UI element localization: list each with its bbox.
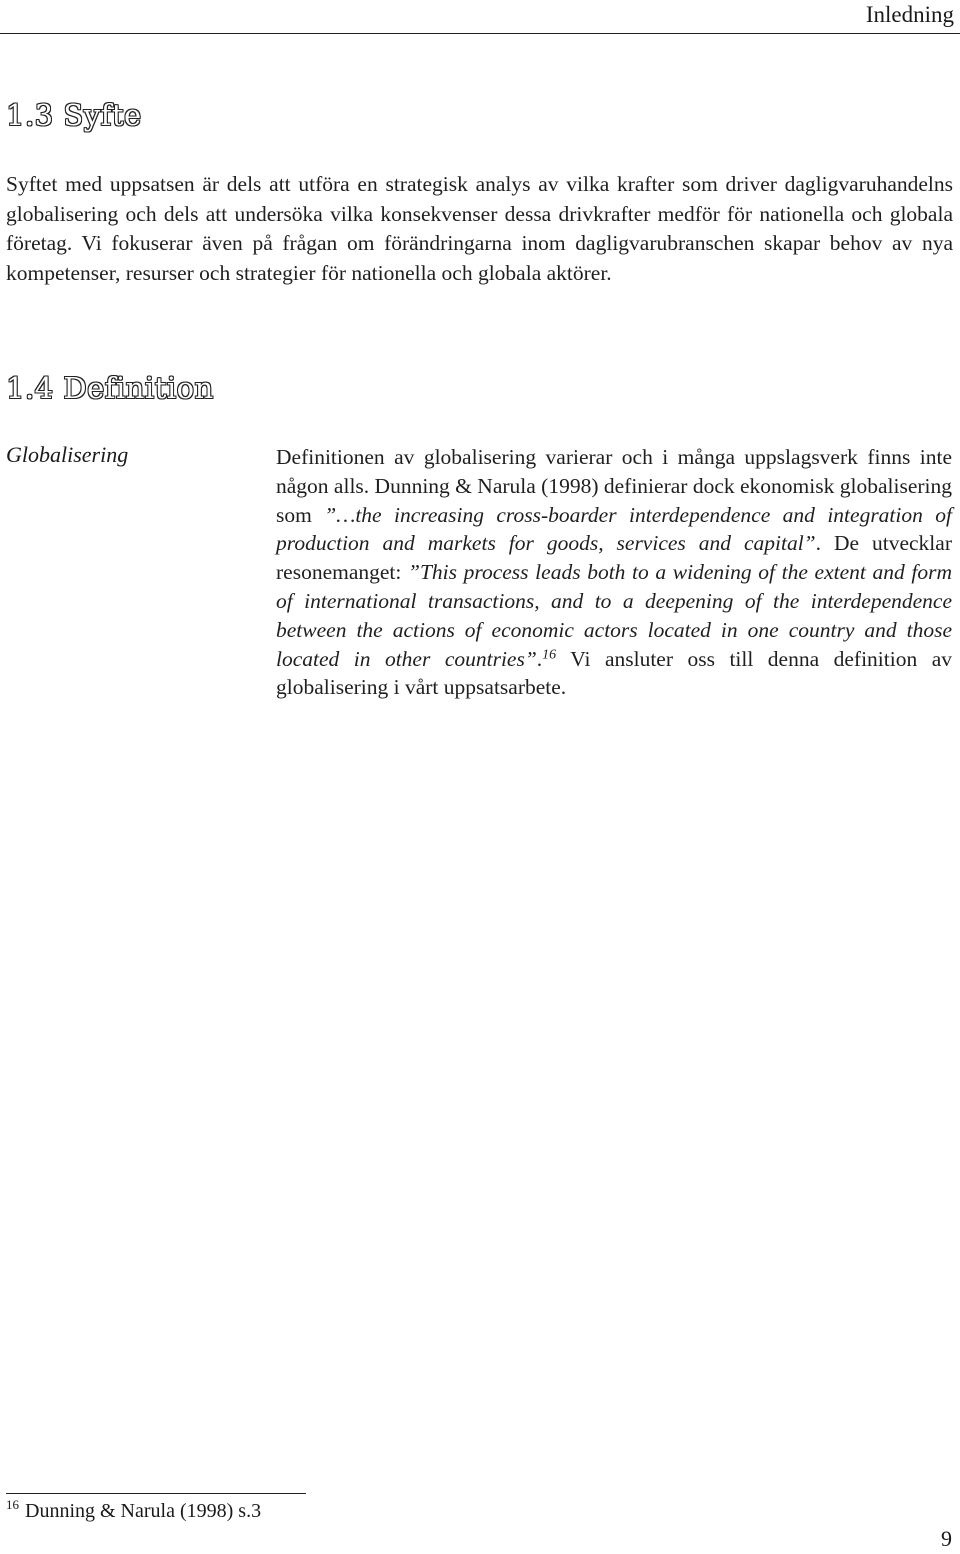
definition-text-3: .	[536, 646, 543, 671]
syfte-paragraph: Syftet med uppsatsen är dels att utföra en strategisk analys av vilka krafter som driver dagligvaruhandelns globalisering och dels att undersöka vilka konsekvenser dessa drivkrafter medför för nationella och globala företag. Vi fokuserar även på frågan om förändringarna inom dagligvarubranschen skapar behov av nya kompetenser, resurser och strategier för nationella och globala aktörer.	[6, 172, 953, 285]
definition-text-2: . De utvecklar resonemanget:	[276, 531, 952, 585]
definition-term: Globalisering	[6, 442, 129, 467]
running-header: Inledning	[865, 2, 954, 27]
definition-quote-1: ”…the increasing cross-boarder interdependence and integration of production and markets for goods, services and capital”	[276, 502, 953, 556]
footnote	[6, 1497, 262, 1523]
page-number: 9	[941, 1526, 952, 1551]
footnote-rule	[6, 1493, 306, 1494]
section-heading-syfte: 1.3 Syfte	[6, 98, 142, 132]
header-rule	[0, 33, 960, 34]
footnote-number: 16	[6, 1497, 19, 1513]
footnote-text: Dunning & Narula (1998) s.3	[25, 1500, 262, 1522]
definition-text-1: Definitionen av globalisering varierar och i många uppslagsverk finns inte någon alls. Dunning & Narula (1998) definierar dock ekonomisk globalisering som	[276, 445, 952, 527]
section-heading-definition: 1.4 Definition	[6, 371, 214, 405]
definition-paragraph	[276, 443, 952, 702]
footnote-reference[interactable]: 16	[542, 646, 557, 662]
definition-text-4: Vi ansluter oss till denna definition av globalisering i vårt uppsatsarbete.	[276, 646, 952, 700]
definition-quote-2: ”This process leads both to a widening of the extent and form of international transactions, and to a deepening of the interdependence between the actions of economic actors located in one country and those located in other countries”	[276, 560, 953, 671]
